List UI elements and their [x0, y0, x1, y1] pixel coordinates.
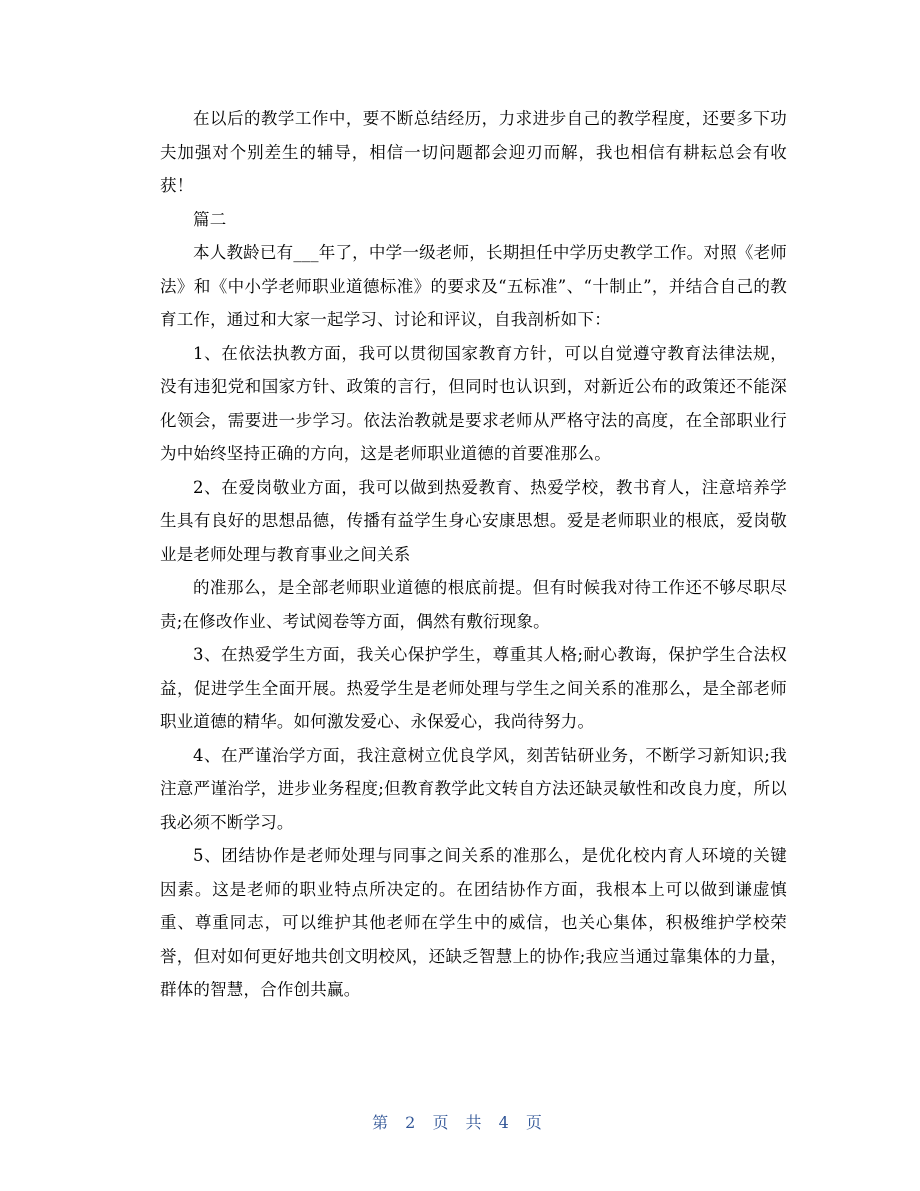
- paragraph-item-2: 2、在爱岗敬业方面，我可以做到热爱教育、热爱学校，教书育人，注意培养学生具有良好的思想品德，传播有益学生身心安康思想。爱是老师职业的根底，爱岗敬业是老师处理与教育事业之间关系: [160, 477, 787, 564]
- paragraph-item-5: 5、团结协作是老师处理与同事之间关系的准那么，是优化校内育人环境的关键因素。这是老师的职业特点所决定的。在团结协作方面，我根本上可以做到谦虚慎重、尊重同志，可以维护其他老师在学生中的威信，也关心集体，积极维护学校荣誉，但对如何更好地共创文明校风，还缺乏智慧上的协作;我应当通过靠集体的力量，群体的智慧，合作创共赢。: [160, 846, 787, 999]
- paragraph-item-3: 3、在热爱学生方面，我关心保护学生，尊重其人格;耐心教诲，保护学生合法权益，促进学生全面开展。热爱学生是老师处理与学生之间关系的准那么，是全部老师职业道德的精华。如何激发爱心、永保爱心，我尚待努力。: [160, 645, 787, 731]
- paragraph-item-4: 4、在严谨治学方面，我注意树立优良学风，刻苦钻研业务，不断学习新知识;我注意严谨治学，进步业务程度;但教育教学此文转自方法还缺灵敏性和改良力度，所以我必须不断学习。: [160, 745, 787, 832]
- paragraph-intro: 本人教龄已有___年了，中学一级老师，长期担任中学历史教学工作。对照《老师法》和《中小学老师职业道德标准》的要求及“五标准”、“十制止”，并结合自己的教育工作，通过和大家一起学习、讨论和评议，自我剖析如下：: [160, 243, 787, 329]
- section-heading: 篇二: [193, 209, 227, 229]
- document-body: [160, 102, 787, 1007]
- paragraph-item-2-continued: 的准那么，是全部老师职业道德的根底前提。但有时候我对待工作还不够尽职尽责;在修改作业、考试阅卷等方面，偶然有敷衍现象。: [160, 578, 787, 631]
- paragraph-item-1: 1、在依法执教方面，我可以贯彻国家教育方针，可以自觉遵守教育法律法规，没有违犯党和国家方针、政策的言行，但同时也认识到，对新近公布的政策还不能深化领会，需要进一步学习。依法治教就是要求老师从严格守法的高度，在全部职业行为中始终坚持正确的方向，这是老师职业道德的首要准那么。: [160, 343, 787, 463]
- page-number-footer: 第 2 页 共 4 页: [372, 1113, 548, 1132]
- paragraph-closing: 在以后的教学工作中，要不断总结经历，力求进步自己的教学程度，还要多下功夫加强对个别差生的辅导，相信一切问题都会迎刃而解，我也相信有耕耘总会有收获！: [160, 109, 787, 195]
